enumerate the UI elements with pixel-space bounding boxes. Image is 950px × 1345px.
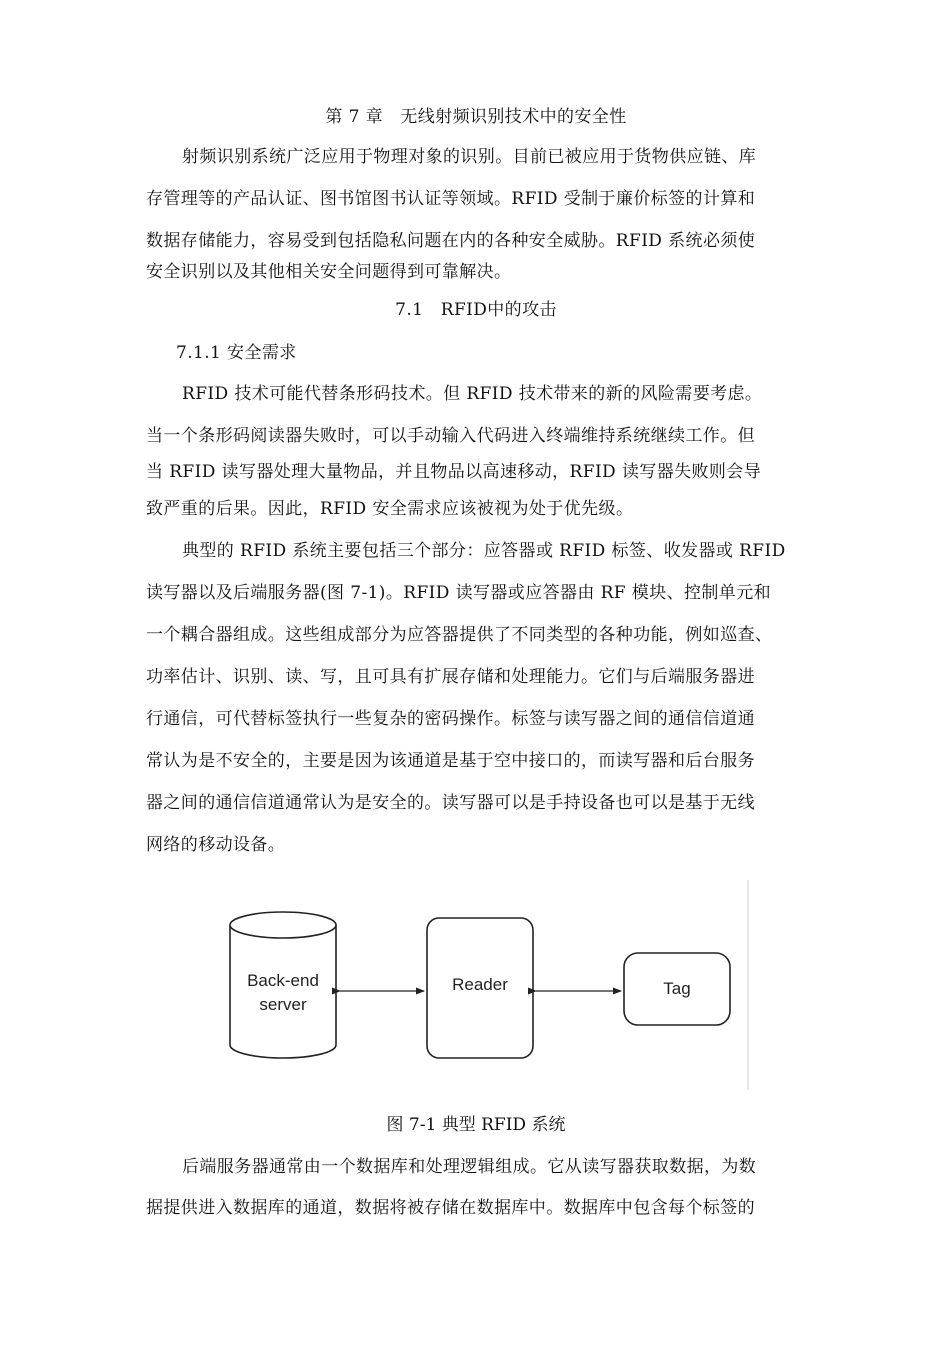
tag-box — [624, 953, 730, 1025]
para2-line-1: 典型的 RFID 系统主要包括三个部分：应答器或 RFID 标签、收发器或 RFID — [182, 541, 786, 561]
para1-line-2: 当一个条形码阅读器失败时，可以手动输入代码进入终端维持系统继续工作。但 — [146, 426, 755, 446]
para1-line-1: RFID 技术可能代替条形码技术。但 RFID 技术带来的新的风险需要考虑。 — [182, 384, 763, 404]
para3-line-2: 据提供进入数据库的通道，数据将被存储在数据库中。数据库中包含每个标签的 — [146, 1198, 755, 1218]
reader-box — [427, 918, 533, 1058]
intro-line-4: 安全识别以及其他相关安全问题得到可靠解决。 — [146, 262, 512, 282]
para2-line-3: 一个耦合器组成。这些组成部分为应答器提供了不同类型的各种功能，例如巡查、 — [146, 625, 773, 645]
section-title: 7.1 RFID中的攻击 — [395, 300, 557, 320]
server-label-line2: server — [259, 995, 307, 1014]
para2-line-5: 行通信，可代替标签执行一些复杂的密码操作。标签与读写器之间的通信信道通 — [146, 709, 755, 729]
para2-line-4: 功率估计、识别、读、写，且可具有扩展存储和处理能力。它们与后端服务器进 — [146, 667, 755, 687]
backend-server-cylinder — [230, 912, 336, 1058]
para2-line-8: 网络的移动设备。 — [146, 835, 286, 855]
server-label-line1: Back-end — [247, 971, 319, 990]
para1-line-3: 当 RFID 读写器处理大量物品，并且物品以高速移动，RFID 读写器失败则会导 — [146, 462, 762, 482]
figure-caption: 图 7-1 典型 RFID 系统 — [386, 1115, 566, 1135]
chapter-title: 第 7 章 无线射频识别技术中的安全性 — [325, 107, 627, 127]
para2-line-6: 常认为是不安全的，主要是因为该通道是基于空中接口的，而读写器和后台服务 — [146, 751, 755, 771]
intro-line-3: 数据存储能力，容易受到包括隐私问题在内的各种安全威胁。RFID 系统必须使 — [146, 231, 756, 251]
subsection-title: 7.1.1 安全需求 — [176, 343, 297, 363]
intro-line-2: 存管理等的产品认证、图书馆图书认证等领域。RFID 受制于廉价标签的计算和 — [146, 189, 756, 209]
para3-line-1: 后端服务器通常由一个数据库和处理逻辑组成。它从读写器获取数据，为数 — [182, 1157, 757, 1177]
rfid-system-figure — [220, 880, 760, 1095]
rfid-diagram — [220, 880, 760, 1095]
tag-label: Tag — [663, 979, 691, 998]
para2-line-2: 读写器以及后端服务器(图 7-1)。RFID 读写器或应答器由 RF 模块、控制单元和 — [146, 583, 771, 603]
para2-line-7: 器之间的通信信道通常认为是安全的。读写器可以是手持设备也可以是基于无线 — [146, 793, 755, 813]
intro-line-1: 射频识别系统广泛应用于物理对象的识别。目前已被应用于货物供应链、库 — [182, 147, 757, 167]
para1-line-4: 致严重的后果。因此，RFID 安全需求应该被视为处于优先级。 — [146, 499, 634, 519]
reader-label: Reader — [452, 975, 508, 994]
